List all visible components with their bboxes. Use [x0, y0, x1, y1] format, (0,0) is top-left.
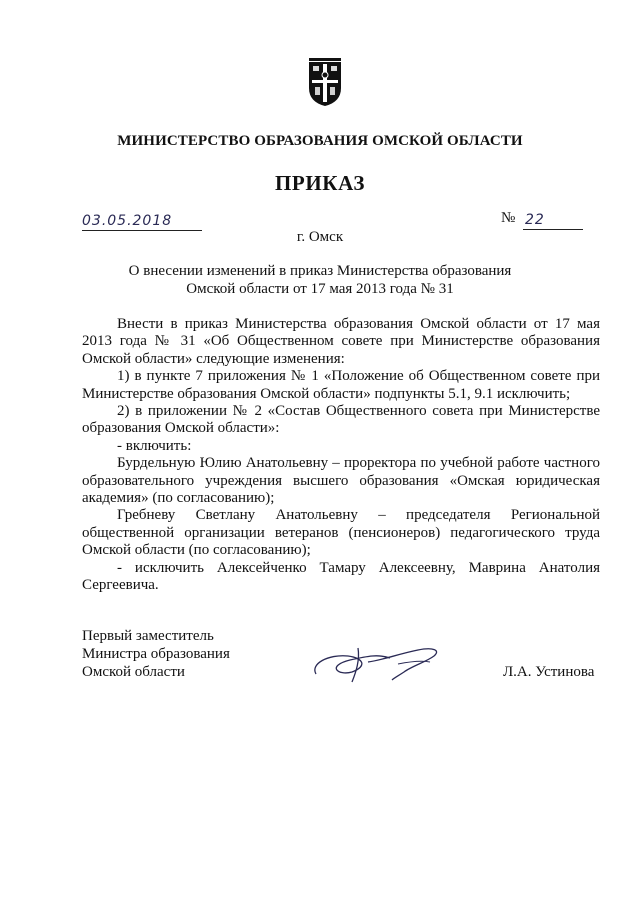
order-date: 03.05.2018	[82, 213, 173, 229]
body-paragraph: - включить:	[117, 437, 192, 454]
order-subject	[0, 262, 640, 298]
ministry-name: МИНИСТЕРСТВО ОБРАЗОВАНИЯ ОМСКОЙ ОБЛАСТИ	[117, 133, 523, 149]
body-paragraph: - исключить Алексейченко Тамару Алексеевну, Маврина Анатолия Сергеевича.	[82, 559, 600, 594]
city-name: г. Омск	[296, 229, 344, 245]
subject-line: О внесении изменений в приказ Министерства образования	[128, 263, 512, 279]
number-sign: №	[501, 210, 516, 226]
position-line: Первый заместитель	[82, 628, 214, 644]
body-paragraph: Внести в приказ Министерства образования Омской области от 17 мая 2013 года № 31 «Об Общественном совете при Министерстве образования Омской области» следующие изменения:	[82, 316, 600, 367]
body-paragraph: 1) в пункте 7 приложения № 1 «Положение об Общественном совете при Министерстве образования Омской области» подпункты 5.1, 9.1 исключить;	[82, 368, 600, 402]
document-title: ПРИКАЗ	[274, 171, 366, 195]
position-line: Омской области	[82, 664, 185, 680]
signatory-position	[82, 627, 230, 681]
order-number-line	[523, 209, 583, 230]
order-number: 22	[525, 212, 545, 228]
order-body	[82, 316, 600, 595]
position-line: Министра образования	[82, 646, 230, 662]
order-number-field	[501, 208, 583, 230]
coat-of-arms-emblem	[303, 56, 347, 108]
order-date-field	[82, 210, 202, 231]
body-paragraph: Бурдельную Юлию Анатольевну – проректора по учебной работе частного образовательного учреждения высшего образования «Омская юридическая академия» (по согласованию);	[82, 455, 600, 507]
handwritten-signature	[308, 636, 448, 686]
subject-line: Омской области от 17 мая 2013 года № 31	[186, 281, 454, 297]
signatory-name: Л.А. Устинова	[503, 664, 595, 680]
body-paragraph: 2) в приложении № 2 «Состав Общественного совета при Министерстве образования Омской области»:	[82, 403, 600, 437]
body-paragraph: Гребневу Светлану Анатольевну – председателя Региональной общественной организации ветеранов (пенсионеров) педагогического труда Омской области (по согласованию);	[82, 507, 600, 559]
